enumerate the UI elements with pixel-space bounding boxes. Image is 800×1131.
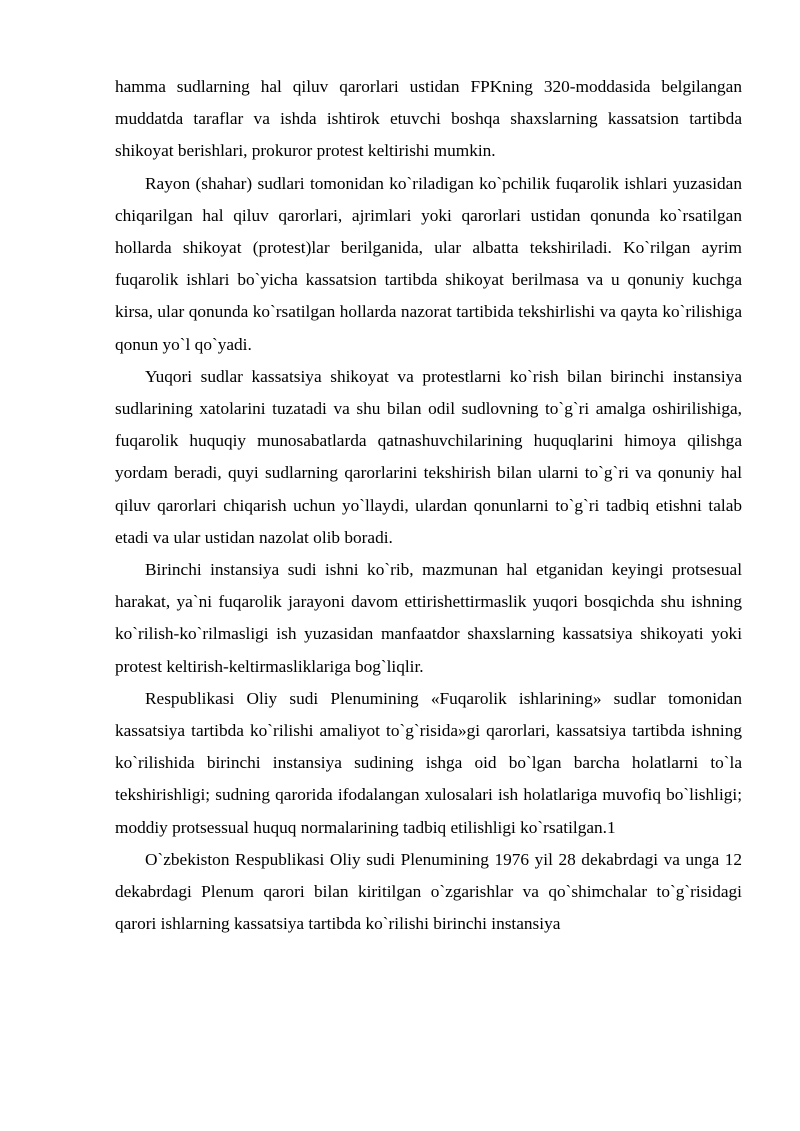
paragraph-plenum-qarorlari: Respublikasi Oliy sudi Plenumining «Fuqarolik ishlarining» sudlar tomonidan kassatsiya tartibda ko`rilishi amaliyot to`g`risida»gi qarorlari, kassatsiya tartibda ishning ko`rilishida birinchi instansiya sudining ishga oid bo`lgan barcha holatlarni to`la tekshirishligi; sudning qarorida ifodalangan xulosalari ish holatlariga muvofiq bo`lishligi; moddiy protsessual huquq normalarining tadbiq etilishligi ko`rsatilgan.1 bbox=[115, 688, 742, 837]
paragraph-birinchi-instansiya: Birinchi instansiya sudi ishni ko`rib, mazmunan hal etganidan keyingi protsesual harakat, ya`ni fuqarolik jarayoni davom ettirishettirmaslik yuqori bosqichda shu ishning ko`rilish-ko`rilmasligi ish yuzasidan manfaatdor shaxslarning kassatsiya shikoyati yoki protest keltirish-keltirmasliklariga bog`liqlir. bbox=[115, 560, 742, 676]
paragraph-continuation: hamma sudlarning hal qiluv qarorlari ustidan FPKning 320-moddasida belgilangan muddatda taraflar va ishda ishtirok etuvchi boshqa shaxslarning kassatsion tartibda shikoyat berishlari, prokuror protest keltirishi mumkin. bbox=[115, 77, 742, 161]
paragraph-yuqori-sudlar: Yuqori sudlar kassatsiya shikoyat va protestlarni ko`rish bilan birinchi instansiya sudlarining xatolarini tuzatadi va shu bilan odil sudlovning to`g`ri amalga oshirilishiga, fuqarolik huquqiy munosabatlarda qatnashuvchilarining huquqlarini himoya qilishga yordam beradi, quyi sudlarning qarorlarini tekshirish bilan ularni to`g`ri va qonuniy hal qiluv qarorlari chiqarish uchun yo`llaydi, ulardan qonunlarni to`g`ri tadbiq etishni talab etadi va ular ustidan nazolat olib boradi. bbox=[115, 366, 742, 547]
paragraph-rayon-sudlari: Rayon (shahar) sudlari tomonidan ko`riladigan ko`pchilik fuqarolik ishlari yuzasidan chiqarilgan hal qiluv qarorlari, ajrimlari yoki qarorlari ustidan qonunda ko`rsatilgan hollarda shikoyat (protest)lar berilganida, ular albatta tekshiriladi. Ko`rilgan ayrim fuqarolik ishlari bo`yicha kassatsion tartibda shikoyat berilmasa va u qonuniy kuchga kirsa, ular qonunda ko`rsatilgan hollarda nazorat tartibida tekshirlishi va qayta ko`rilishiga qonun yo`l qo`yadi. bbox=[115, 173, 742, 354]
document-page bbox=[115, 71, 742, 940]
paragraph-oliy-sud-1976: O`zbekiston Respublikasi Oliy sudi Plenumining 1976 yil 28 dekabrdagi va unga 12 dekabrdagi Plenum qarori bilan kiritilgan o`zgarishlar va qo`shimchalar to`g`risidagi qarori ishlarning kassatsiya tartibda ko`rilishi birinchi instansiya bbox=[115, 849, 742, 934]
